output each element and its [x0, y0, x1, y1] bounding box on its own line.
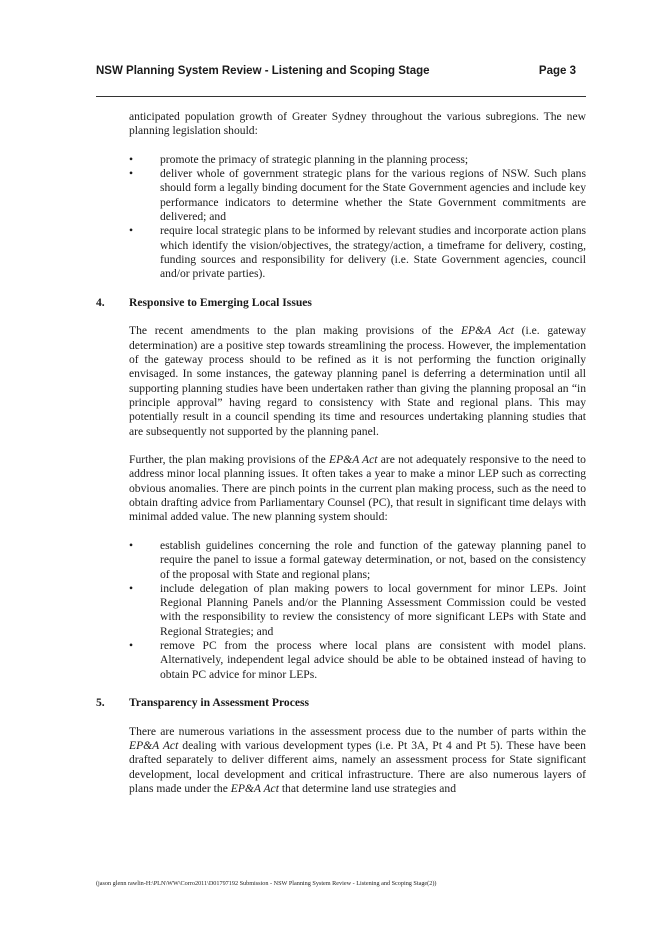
act-reference: EP&A Act	[329, 453, 378, 467]
section-title: Responsive to Emerging Local Issues	[129, 295, 312, 309]
page-footer: (jason glenn rawlin-H:\PLN\WW\Corro2011\D01797192 Submission - NSW Planning System Review - Listening and Scoping Stage(2))	[96, 880, 437, 887]
section-number: 5.	[96, 696, 105, 710]
list-item: • deliver whole of government strategic plans for the various regions of NSW. Such plans should form a legally binding document for the State Government agencies and include key performance indicators to determine whether the State Government commitments are delivered; and	[129, 167, 586, 224]
bullet-icon: •	[129, 581, 134, 595]
section-4-heading	[96, 296, 586, 310]
section-4-paragraph-2: Further, the plan making provisions of the EP&A Act are not adequately responsive to the need to address minor local planning issues. It often takes a year to make a minor LEP such as correcting obvious anomalies. There are pinch points in the current plan making process, such as the need to obtain drafting advice from Parliamentary Counsel (PC), that result in significant time delays with minimal added value. The new planning system should:	[129, 453, 586, 524]
act-reference: EP&A Act	[129, 739, 179, 753]
list-item: • establish guidelines concerning the role and function of the gateway planning panel to require the panel to issue a formal gateway determination, or not, based on the consistency of the proposal with State and regional plans;	[129, 538, 586, 581]
section-number: 4.	[96, 295, 105, 309]
section-title: Transparency in Assessment Process	[129, 696, 310, 710]
list-item: • promote the primacy of strategic planning in the planning process;	[129, 152, 469, 166]
section-5-heading	[96, 696, 586, 710]
intro-paragraph: anticipated population growth of Greater Sydney throughout the various subregions. The new planning legislation should:	[129, 110, 586, 138]
bullet-icon: •	[129, 152, 134, 166]
list-item: • remove PC from the process where local plans are consistent with model plans. Alternatively, independent legal advice should be able to be obtained instead of having to obtain PC advice for minor LEPs.	[129, 638, 586, 681]
list-item: • include delegation of plan making powers to local government for minor LEPs. Joint Regional Planning Panels and/or the Planning Assessment Commission could be vested with the responsibility to review the consistency of more significant LEPs with State and Regional Strategies; and	[129, 581, 586, 638]
bullet-icon: •	[129, 167, 134, 181]
document-body	[96, 110, 586, 796]
page-number: Page 3	[538, 65, 576, 77]
bullet-icon: •	[129, 224, 134, 238]
bullet-icon: •	[129, 538, 134, 552]
header-title: NSW Planning System Review - Listening and Scoping Stage	[96, 65, 430, 77]
strategic-planning-list	[129, 153, 586, 282]
act-reference: EP&A Act	[230, 781, 279, 795]
header-rule	[96, 96, 586, 97]
list-item: • require local strategic plans to be informed by relevant studies and incorporate action plans which identify the vision/objectives, the strategy/action, a timeframe for delivery, costing, funding sources and responsibility for delivery (i.e. State Government agencies, council and/or private parties).	[129, 224, 586, 281]
bullet-icon: •	[129, 638, 134, 652]
plan-making-list	[129, 539, 586, 682]
act-reference: EP&A Act	[460, 324, 514, 338]
section-5-paragraph-1: There are numerous variations in the assessment process due to the number of parts within the EP&A Act dealing with various development types (i.e. Pt 3A, Pt 4 and Pt 5). These have been drafted separately to deliver different aims, namely an assessment process for State significant development, local development and critical infrastructure. There are also numerous layers of plans made under the EP&A Act that determine land use strategies and	[129, 724, 586, 795]
section-4-paragraph-1: The recent amendments to the plan making provisions of the EP&A Act (i.e. gateway determination) are a positive step towards streamlining the process. However, the implementation of the gateway process should to be refined as it is not performing the function originally envisaged. In some instances, the gateway planning panel is deferring a determination until all supporting planning studies have been undertaken rather than giving the planning proposal an “in principle approval” having regard to consistency with State and regional plans. This may potentially result in a council spending its time and resources undertaking planning studies that are subsequently not supported by the planning panel.	[129, 324, 586, 438]
